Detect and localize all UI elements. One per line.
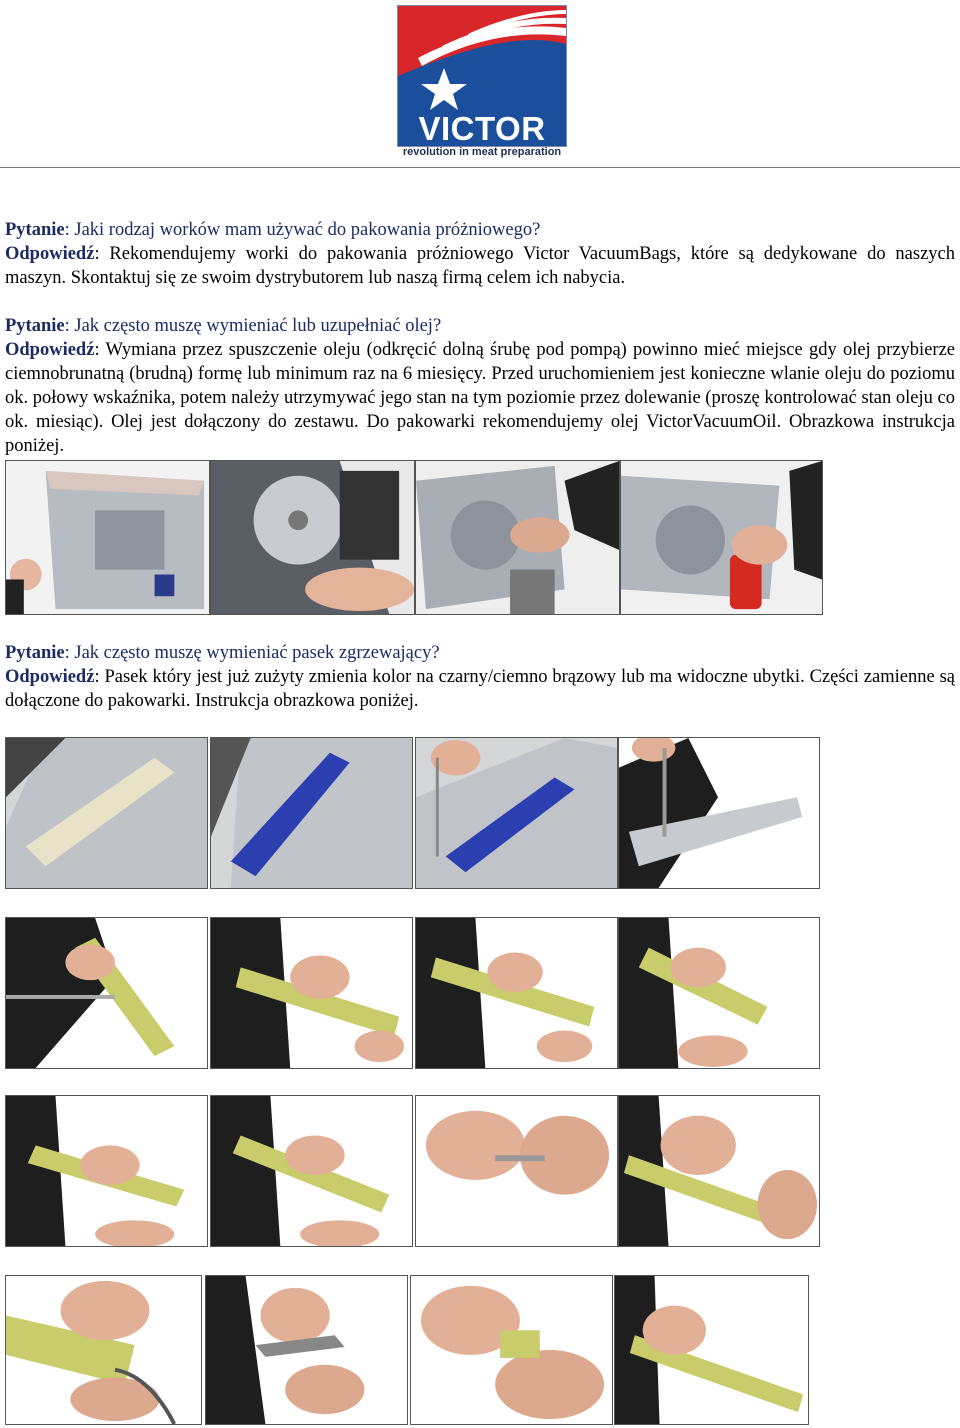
answer [5, 338, 955, 458]
strip-step-photo-7 [415, 917, 618, 1069]
strip-step-photo-5 [5, 917, 208, 1069]
question-label: Pytanie [5, 220, 65, 240]
strip-step-photo-15 [410, 1275, 613, 1425]
strip-step-photo-14 [205, 1275, 408, 1425]
strip-step-photo-10 [210, 1095, 413, 1247]
strip-step-photo-4 [618, 737, 820, 889]
oil-step-photo-3 [415, 460, 620, 615]
logo-wordmark: VICTOR [418, 110, 546, 147]
oil-step-photo-2 [210, 460, 415, 615]
strip-step-photo-9 [5, 1095, 208, 1247]
faq-item-oil [5, 314, 955, 458]
question-text: : Jak często muszę wymieniać pasek zgrzewający? [64, 643, 440, 663]
answer [5, 665, 955, 713]
strip-step-photo-6 [210, 917, 413, 1069]
page-header [0, 0, 960, 168]
strip-step-photo-16 [614, 1275, 809, 1425]
victor-logo [397, 5, 567, 163]
answer-label: Odpowiedź [5, 244, 95, 264]
strip-step-photo-3 [415, 737, 618, 889]
logo-tagline: revolution in meat preparation [402, 146, 562, 158]
question-text: : Jak często muszę wymieniać lub uzupełniać olej? [64, 316, 442, 336]
question [5, 641, 955, 665]
answer-text: : Wymiana przez spuszczenie oleju (odkręcić dolną śrubę pod pompą) powinno mieć miejsce gdy olej przybierze ciemnobrunatną (brudną) formę lub minimum raz na 6 miesięcy. Przed uruchomieniem jest konieczne wlanie oleju do poziomu ok. połowy wskaźnika, potem należy utrzymywać jego stan na tym poziomie przez dolewanie (proszę kontrolować stan oleju co ok. miesiąc). Olej jest dołączony do zestawu. Do pakowarki rekomendujemy olej VictorVacuumOil. Obrazkowa instrukcja poniżej. [5, 340, 955, 456]
strip-step-photo-2 [210, 737, 413, 889]
oil-step-photo-1 [5, 460, 210, 615]
question [5, 218, 955, 242]
answer-text: : Pasek który jest już zużyty zmienia kolor na czarny/ciemno brązowy lub ma widoczne ubytki. Części zamienne są dołączone do pakowarki. Instrukcja obrazkowa poniżej. [5, 667, 955, 711]
faq-item-bags [5, 218, 955, 290]
faq-item-seal-strip [5, 641, 955, 713]
strip-step-photo-13 [5, 1275, 202, 1425]
question [5, 314, 955, 338]
answer-label: Odpowiedź [5, 340, 95, 360]
strip-step-photo-11 [415, 1095, 618, 1247]
strip-step-photo-1 [5, 737, 208, 889]
strip-step-photo-12 [618, 1095, 820, 1247]
strip-step-photo-8 [618, 917, 820, 1069]
answer-text: : Rekomendujemy worki do pakowania próżniowego Victor VacuumBags, które są dedykowane do naszych maszyn. Skontaktuj się ze swoim dystrybutorem lub naszą firmą celem ich nabycia. [5, 244, 955, 288]
header-divider [0, 167, 960, 168]
question-label: Pytanie [5, 643, 65, 663]
question-label: Pytanie [5, 316, 65, 336]
answer [5, 242, 955, 290]
oil-step-photo-4 [620, 460, 823, 615]
question-text: : Jaki rodzaj worków mam używać do pakowania próżniowego? [64, 220, 541, 240]
answer-label: Odpowiedź [5, 667, 95, 687]
logo-badge [397, 5, 567, 147]
